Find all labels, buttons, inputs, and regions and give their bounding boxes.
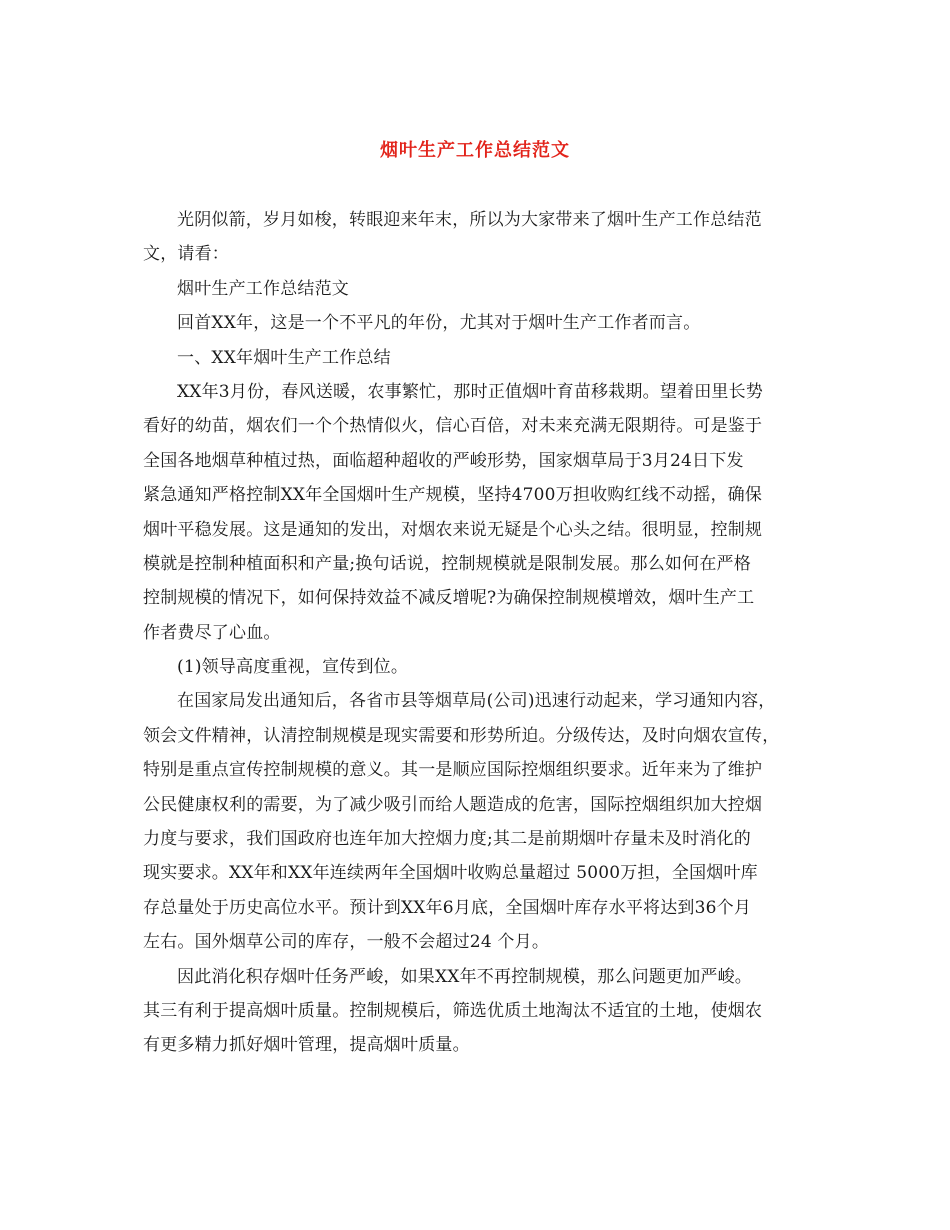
- paragraph-line: 存总量处于历史高位水平。预计到XX年6月底，全国烟叶库存水平将达到36个月: [143, 897, 752, 918]
- document-body: [143, 203, 823, 1063]
- subsection-heading: (1)领导高度重视，宣传到位。: [177, 657, 409, 678]
- paragraph-line: 因此消化积存烟叶任务严峻，如果XX年不再控制规模，那么问题更加严峻。: [177, 966, 753, 987]
- paragraph-line: 公民健康权利的需要，为了减少吸引而给人题造成的危害，国际控烟组织加大控烟: [143, 794, 763, 815]
- paragraph-line: 烟叶生产工作总结范文: [177, 278, 349, 299]
- paragraph-line: 光阴似箭，岁月如梭，转眼迎来年末，所以为大家带来了烟叶生产工作总结范: [177, 210, 762, 230]
- paragraph-line: 领会文件精神，认清控制规模是现实需要和形势所迫。分级传达，及时向烟农宣传，: [143, 725, 780, 746]
- paragraph-line: 全国各地烟草种植过热，面临超种超收的严峻形势，国家烟草局于3月24日下发: [143, 450, 744, 471]
- paragraph-line: 看好的幼苗，烟农们一个个热情似火，信心百倍，对未来充满无限期待。可是鉴于: [143, 416, 763, 437]
- paragraph-line: 作者费尽了心血。: [143, 622, 281, 643]
- paragraph-line: 力度与要求，我们国政府也连年加大控烟力度;其二是前期烟叶存量未及时消化的: [143, 829, 751, 850]
- paragraph-line: 回首XX年，这是一个不平凡的年份，尤其对于烟叶生产工作者而言。: [177, 313, 701, 334]
- document-title: 烟叶生产工作总结范文: [380, 140, 570, 161]
- paragraph-line: 特别是重点宣传控制规模的意义。其一是顺应国际控烟组织要求。近年来为了维护: [143, 760, 763, 781]
- paragraph-line: 其三有利于提高烟叶质量。控制规模后，筛选优质土地淘汰不适宜的土地，使烟农: [143, 1000, 763, 1021]
- paragraph-line: 文，请看：: [143, 244, 229, 265]
- section-heading: 一、XX年烟叶生产工作总结: [177, 347, 391, 368]
- paragraph-line: 左右。国外烟草公司的库存，一般不会超过24 个月。: [143, 932, 550, 953]
- paragraph-line: 控制规模的情况下，如何保持效益不减反增呢?为确保控制规模增效，烟叶生产工: [143, 588, 755, 609]
- paragraph-line: 烟叶平稳发展。这是通知的发出，对烟农来说无疑是个心头之结。很明显，控制规: [143, 519, 763, 540]
- paragraph-line: 现实要求。XX年和XX年连续两年全国烟叶收购总量超过 5000万担，全国烟叶库: [143, 863, 758, 884]
- paragraph-line: XX年3月份，春风送暖，农事繁忙，那时正值烟叶育苗移栽期。望着田里长势: [177, 381, 764, 402]
- paragraph-line: 有更多精力抓好烟叶管理，提高烟叶质量。: [143, 1035, 470, 1056]
- paragraph-line: 在国家局发出通知后，各省市县等烟草局(公司)迅速行动起来，学习通知内容，: [177, 691, 776, 712]
- paragraph-line: 紧急通知严格控制XX年全国烟叶生产规模，坚持4700万担收购红线不动摇，确保: [143, 485, 763, 506]
- paragraph-line: 模就是控制种植面积和产量;换句话说，控制规模就是限制发展。那么如何在严格: [143, 553, 751, 574]
